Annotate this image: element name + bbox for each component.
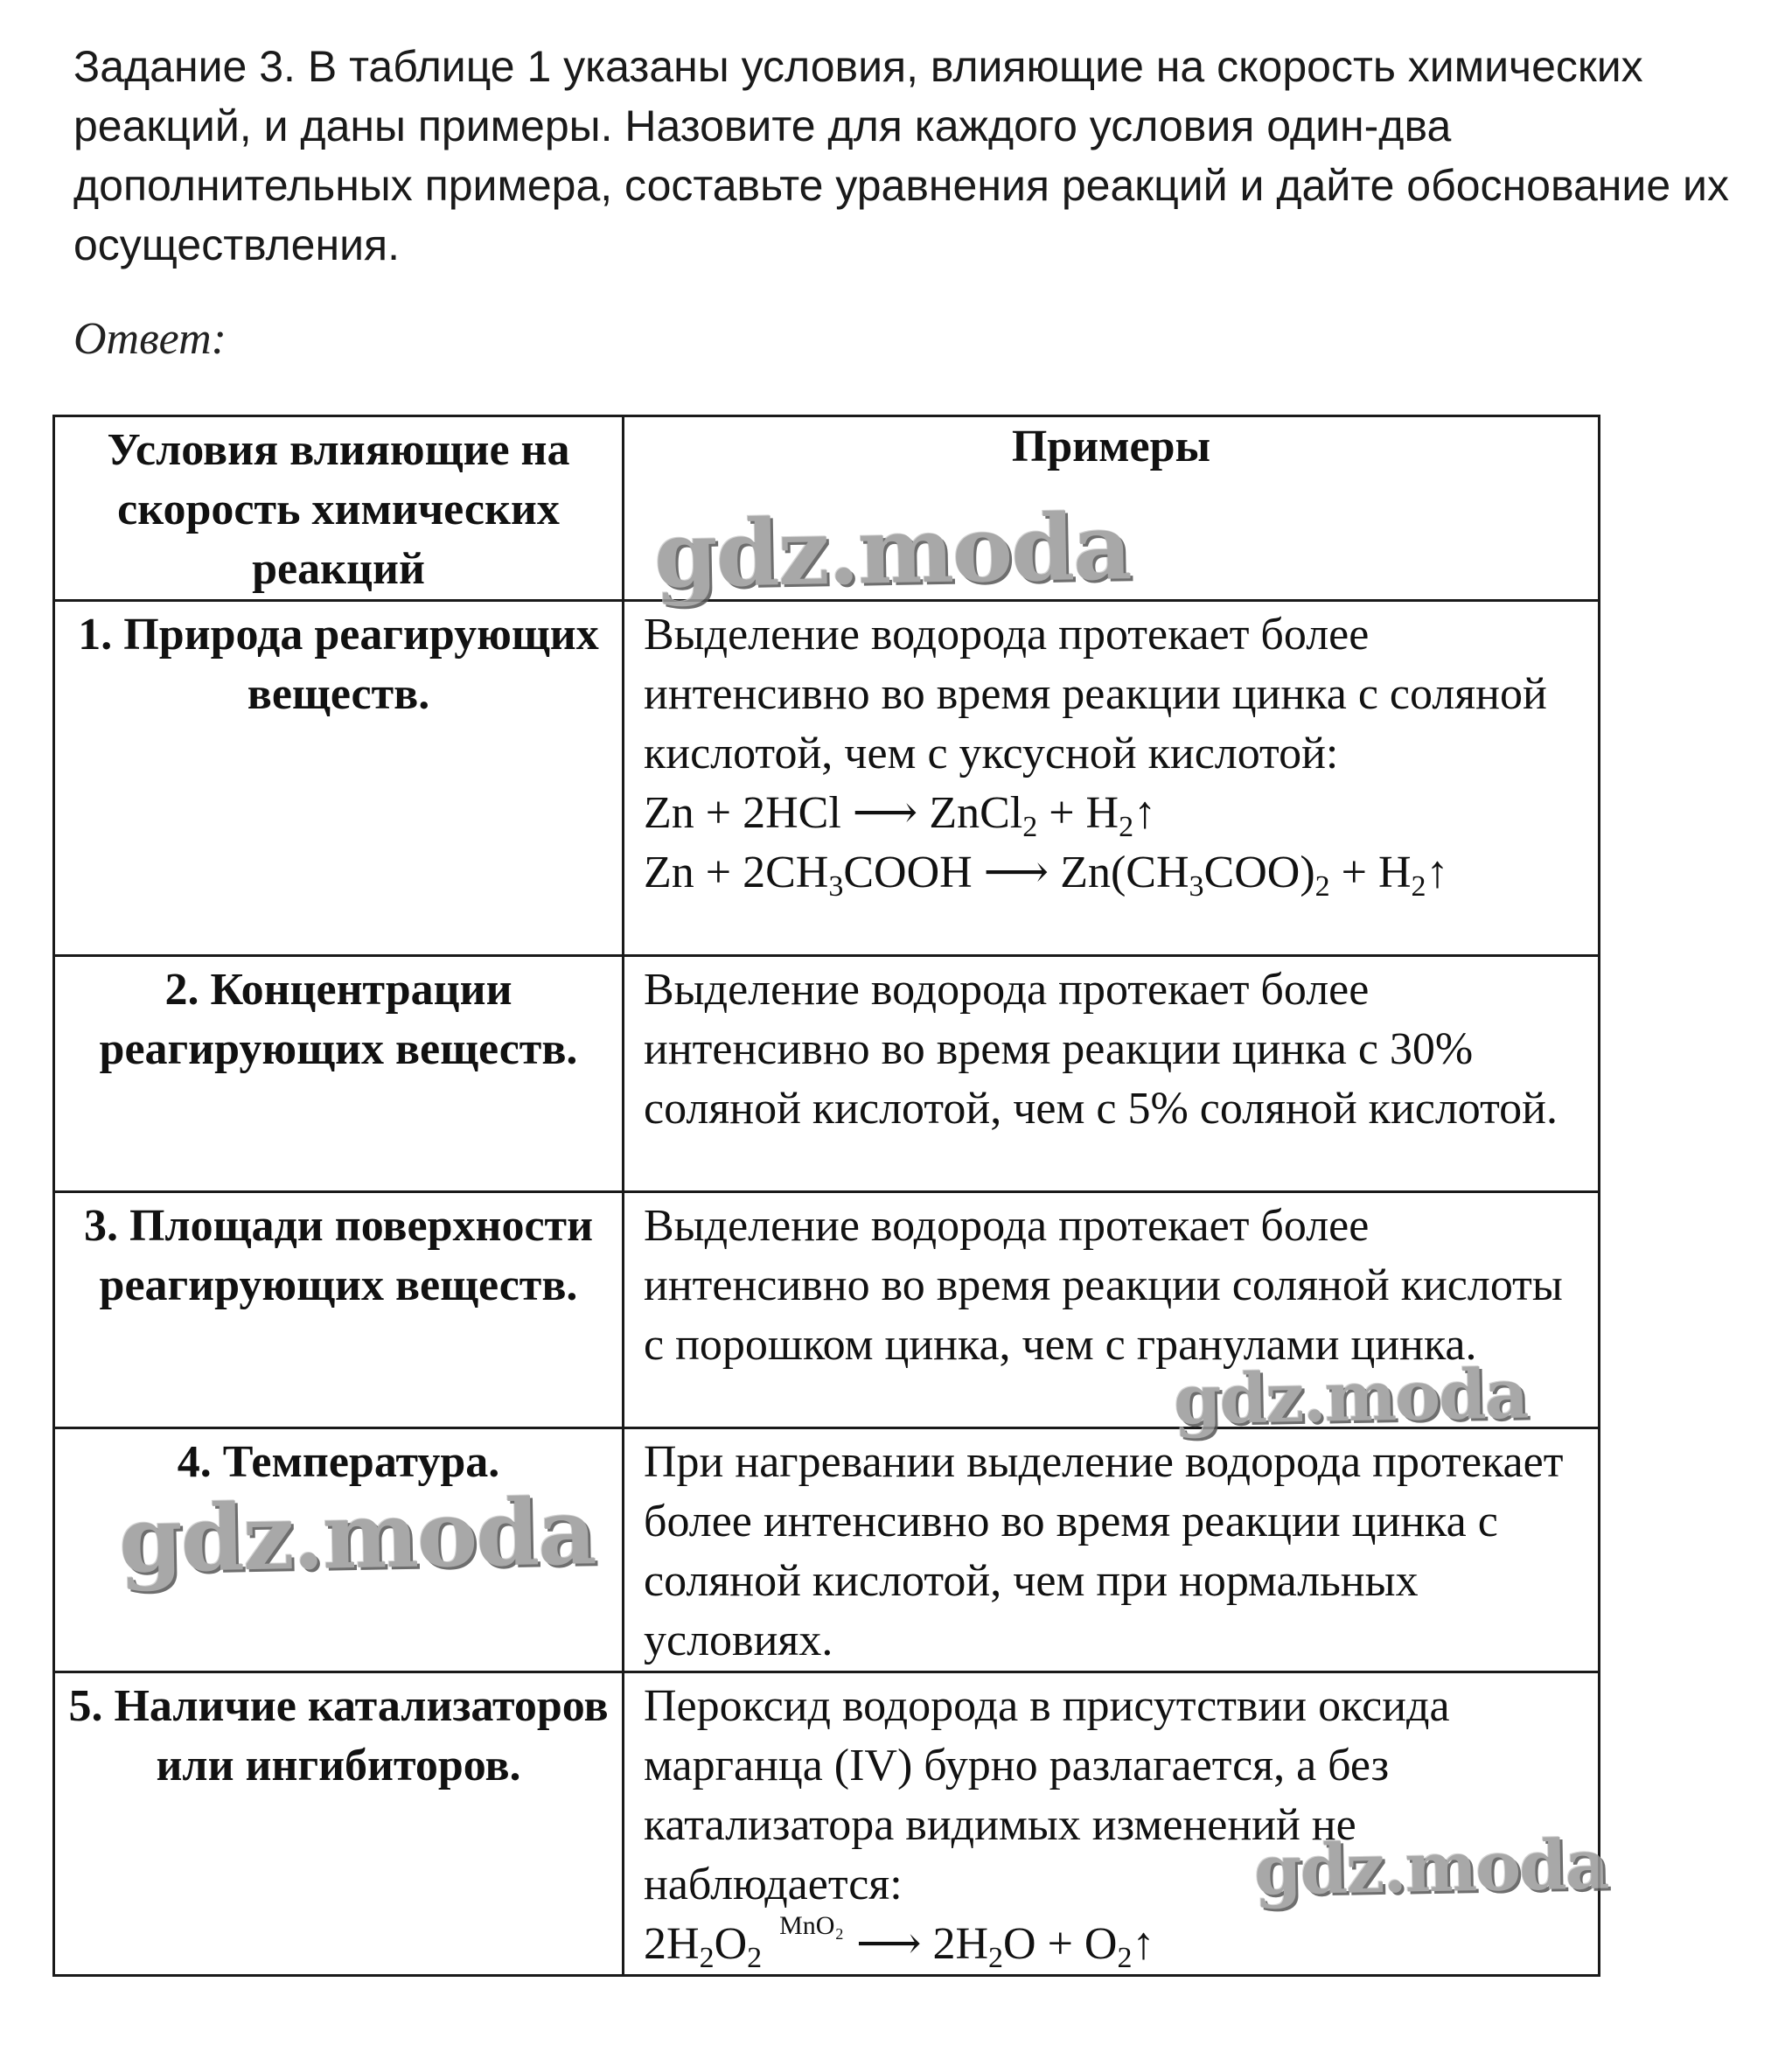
equation-h2o2: $2H_2O_2^{MnO_2}$ ⟶ $2H_2O$ + $O_2↑$ — [644, 1911, 1155, 1974]
example-cell — [624, 601, 1600, 956]
table-row — [54, 601, 1600, 956]
table-header-row — [54, 416, 1600, 601]
table-row — [54, 1192, 1600, 1428]
condition-cell: 2. Концентрации реагирующих веществ. — [54, 956, 624, 1192]
example-cell: Выделение водорода протекает более интенсивно во время реакции цинка с 30% соляной кислотой, чем с 5% соляной кислотой. — [624, 956, 1600, 1192]
condition-cell: 3. Площади поверхности реагирующих веществ. — [54, 1192, 624, 1428]
table-row — [54, 956, 1600, 1192]
catalyst-label: MnO₂ — [779, 1911, 844, 1940]
watermark: gdz.moda — [1253, 1825, 1608, 1911]
table-row — [54, 1428, 1600, 1672]
header-conditions: Условия влияющие на скорость химических реакций — [54, 416, 624, 601]
equation-zn-acetic: $Zn + 2CH_3COOH$ ⟶ $Zn(CH_3COO)_2$ + $H_2↑$ — [644, 848, 1449, 903]
condition-cell: 4. Температура. — [54, 1428, 624, 1672]
watermark: gdz.moda — [652, 492, 1132, 609]
example-text: Пероксид водорода в присутствии оксида марганца (IV) бурно разлагается, а без катализатора видимых изменений не наблюдается: — [644, 1681, 1450, 1909]
condition-cell: 1. Природа реагирующих веществ. — [54, 601, 624, 956]
header-examples: Примеры — [624, 416, 1600, 601]
conditions-table — [52, 415, 1600, 1977]
example-text: Выделение водорода протекает более интенсивно во время реакции цинка с соляной кислотой, чем с уксусной кислотой: — [644, 610, 1547, 778]
answer-label: Ответ: — [73, 314, 227, 364]
example-cell: При нагревании выделение водорода протекает более интенсивно во время реакции цинка с соляной кислотой, чем при нормальных условиях. — [624, 1428, 1600, 1672]
equation-zn-hcl: Zn + 2HCl ⟶ ZnCl$_2$ + $H_2↑$ — [644, 788, 1157, 843]
watermark: gdz.moda — [1173, 1354, 1528, 1441]
condition-cell: 5. Наличие катализаторов или ингибиторов. — [54, 1672, 624, 1976]
task-text: Задание 3. В таблице 1 указаны условия, влияющие на скорость химических реакций, и даны примеры. Назовите для каждого условия один-два дополнительных примера, составьте уравнения реакций и дайте обоснование их осуществления. — [73, 42, 1729, 269]
example-cell — [624, 1672, 1600, 1976]
table-row — [54, 1672, 1600, 1976]
watermark: gdz.moda — [117, 1477, 596, 1594]
example-cell: Выделение водорода протекает более интенсивно во время реакции соляной кислоты с порошком цинка, чем с гранулами цинка. — [624, 1192, 1600, 1428]
